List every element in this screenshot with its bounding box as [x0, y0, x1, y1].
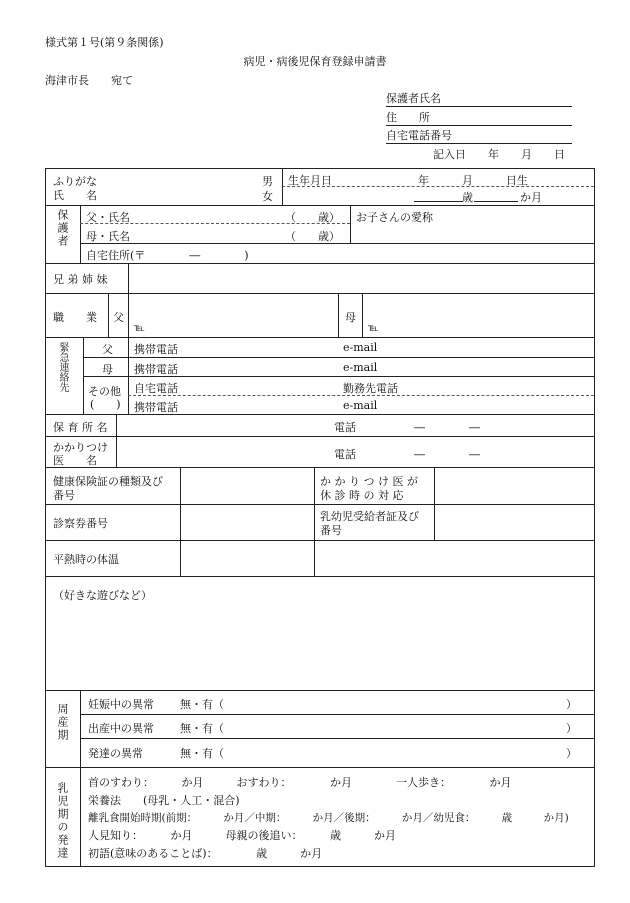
- doctor-tel-label: 電話: [334, 448, 356, 461]
- job-label: 職 業: [53, 311, 97, 324]
- siblings-label: 兄 弟 姉 妹: [53, 273, 108, 286]
- child-name-label: 氏 名: [53, 189, 97, 202]
- doctor-label-1: かかりつけ: [53, 441, 108, 454]
- home-address-label: 自宅住所(〒 ― ): [86, 249, 249, 262]
- birthdate-ymd: 年 月 日生: [418, 174, 528, 187]
- other-home-tel-label: 自宅電話: [134, 382, 178, 395]
- address-label: 住 所: [386, 111, 430, 124]
- father-name-label: 父・氏名: [86, 211, 130, 224]
- doctor-label-2: 医 名: [53, 454, 97, 467]
- emergency-other-paren[interactable]: ( ): [90, 398, 121, 411]
- birth-close: ）: [566, 722, 577, 735]
- development-abnormal-label: 発達の異常: [88, 747, 143, 760]
- addressee: 海津市長 宛て: [45, 74, 133, 87]
- other-mobile-label: 携帯電話: [134, 401, 178, 414]
- father-mobile-label: 携帯電話: [134, 343, 178, 356]
- male-option[interactable]: 男: [262, 175, 273, 188]
- emergency-father: 父: [102, 343, 113, 356]
- birth-abnormal-label: 出産中の異常: [88, 722, 154, 735]
- date-line: 記入日 年 月 日: [433, 148, 565, 161]
- nursery-tel-dash: ― ―: [414, 421, 480, 434]
- father-age[interactable]: （ 歳）: [285, 211, 340, 224]
- father-email-label: e-mail: [343, 341, 378, 354]
- infant-dev-line-5: 初語(意味のあることば)： 歳 か月: [88, 847, 323, 860]
- home-phone-label: 自宅電話番号: [386, 129, 452, 142]
- female-option[interactable]: 女: [262, 190, 273, 203]
- perinatal-section-label: 周産期: [56, 703, 69, 742]
- form-number: 様式第１号(第９条関係): [45, 36, 164, 49]
- infant-dev-section-label: 乳児期の発達: [56, 782, 69, 860]
- insurance-label-2: 番号: [53, 489, 75, 502]
- job-father-label: 父: [113, 311, 124, 324]
- mother-email-label: e-mail: [343, 361, 378, 374]
- infant-dev-line-4: 人見知り： か月 母親の後追い： 歳 か月: [88, 829, 396, 842]
- mother-age[interactable]: （ 歳）: [285, 230, 340, 243]
- development-close: ）: [566, 747, 577, 760]
- temperature-label: 平熱時の体温: [53, 553, 119, 566]
- development-choice[interactable]: 無・有（: [180, 747, 224, 760]
- age-months-field[interactable]: [474, 189, 518, 202]
- pregnancy-abnormal-label: 妊娠中の異常: [88, 698, 154, 711]
- nickname-label: お子さんの愛称: [356, 211, 433, 224]
- form-title: 病児・病後児保育登録申請書: [243, 55, 387, 68]
- home-phone-field[interactable]: [386, 127, 572, 144]
- job-father-tel: ℡: [134, 323, 145, 334]
- clinic-card-label: 診察券番号: [53, 517, 108, 530]
- doctor-tel-dash: ― ―: [414, 448, 480, 461]
- birth-choice[interactable]: 無・有（: [180, 722, 224, 735]
- other-work-tel-label: 勤務先電話: [343, 382, 398, 395]
- insurance-label-1: 健康保険証の種類及び: [53, 475, 163, 488]
- infant-dev-line-3: 離乳食開始時期(前期： か月／中期： か月／後期： か月／幼児食： 歳 か月): [88, 812, 569, 824]
- infant-cert-label-1: 乳幼児受給者証及び: [320, 510, 419, 523]
- nursery-tel-label: 電話: [334, 421, 356, 434]
- pregnancy-choice[interactable]: 無・有（: [180, 698, 224, 711]
- age-years-unit: 歳: [462, 191, 473, 204]
- pregnancy-close: ）: [566, 698, 577, 711]
- infant-dev-line-1: 首のすわり： か月 おすわり： か月 一人歩き： か月: [88, 776, 512, 789]
- mother-mobile-label: 携帯電話: [134, 363, 178, 376]
- age-years-field[interactable]: [414, 189, 463, 202]
- guardian-name-label: 保護者氏名: [386, 92, 441, 105]
- doctor-off-label-2: 休 診 時 の 対 応: [320, 489, 404, 502]
- job-mother-tel: ℡: [368, 323, 379, 334]
- address-field[interactable]: [386, 109, 572, 126]
- guardian-section-label: 保護者: [56, 209, 69, 248]
- emergency-other: その他: [88, 385, 121, 398]
- nursery-label: 保 育 所 名: [53, 421, 108, 434]
- hobby-label: （好きな遊びなど）: [53, 589, 152, 602]
- infant-dev-line-2: 栄養法 (母乳・人工・混合): [88, 794, 240, 807]
- birthdate-label: 生年月日: [288, 174, 332, 187]
- infant-cert-label-2: 番号: [320, 524, 342, 537]
- emergency-section-label: 緊急連絡先: [57, 342, 68, 392]
- age-months-unit: か月: [520, 191, 542, 204]
- emergency-mother: 母: [102, 363, 113, 376]
- mother-name-label: 母・氏名: [86, 230, 130, 243]
- guardian-name-field[interactable]: [386, 90, 572, 107]
- doctor-off-label-1: か か り つ け 医 が: [320, 475, 418, 488]
- other-email-label: e-mail: [343, 399, 378, 412]
- furigana-label: ふりがな: [53, 175, 97, 188]
- job-mother-label: 母: [345, 311, 356, 324]
